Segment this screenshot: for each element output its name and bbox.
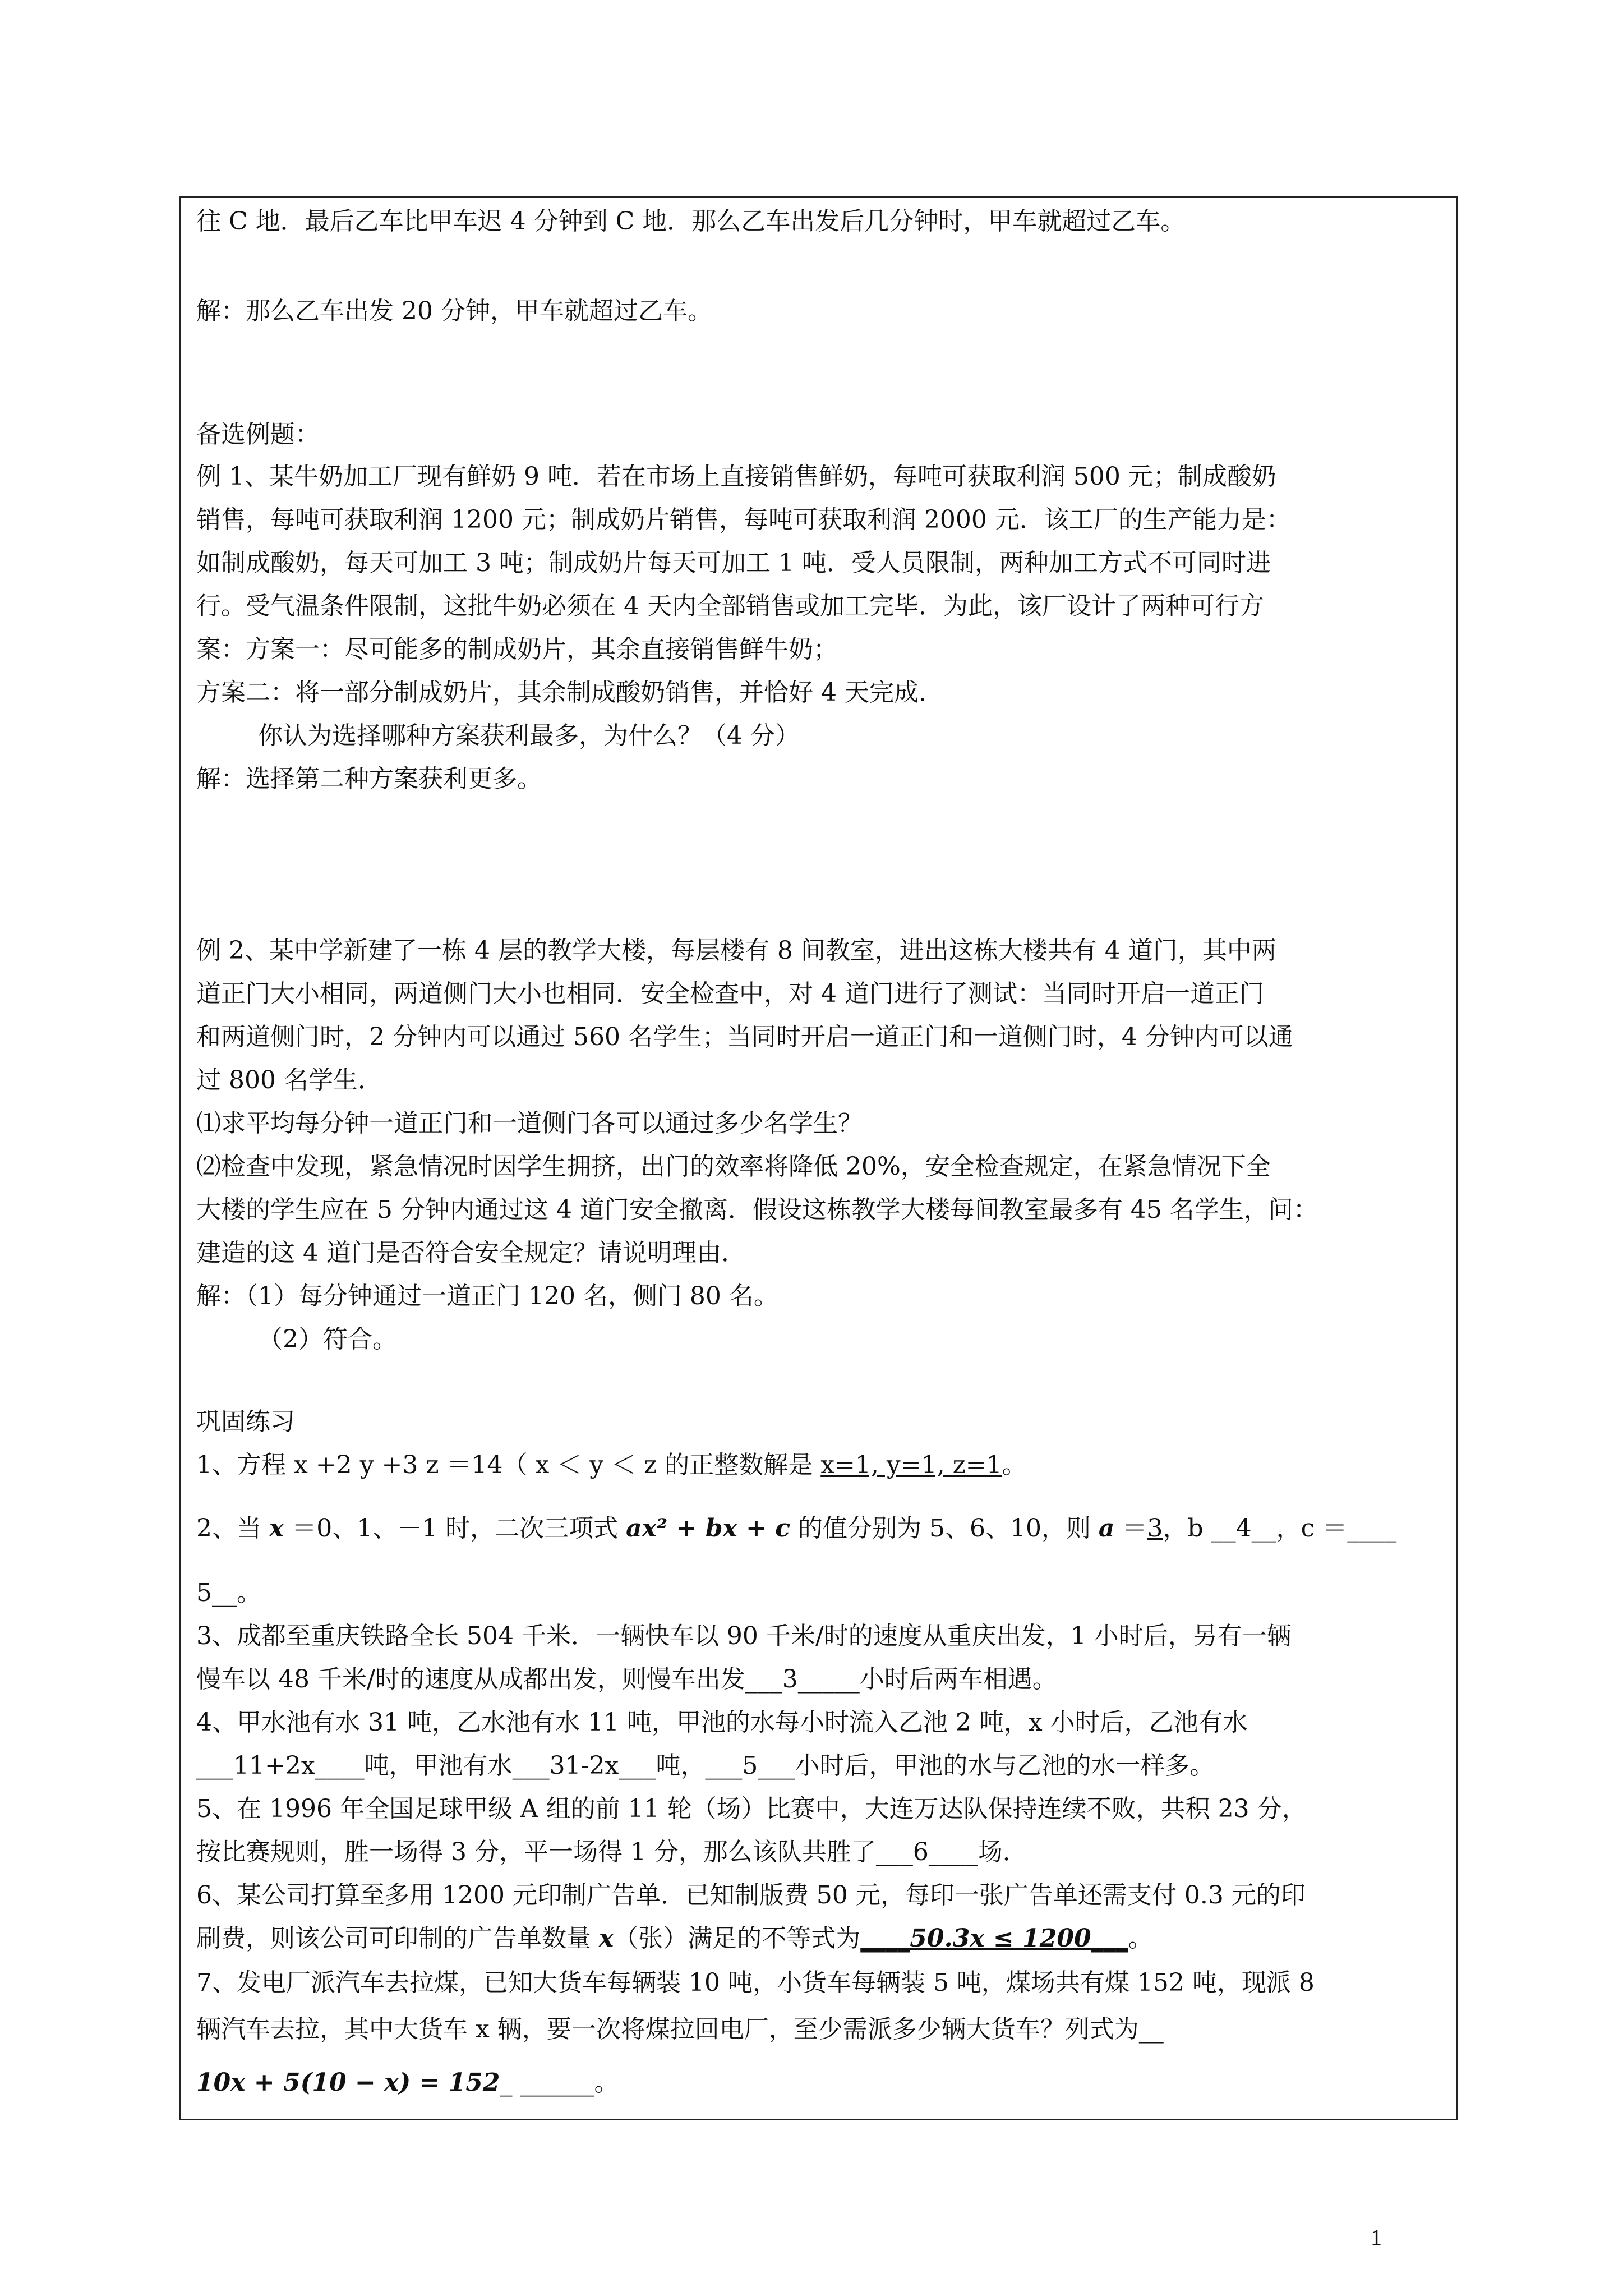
text-line: 道正门大小相同，两道侧门大小也相同．安全检查中，对 4 道门进行了测试：当同时开启一道正门 xyxy=(196,979,1264,1008)
text-line: 销售，每吨可获取利润 1200 元；制成奶片销售，每吨可获取利润 2000 元．该工厂的生产能力是： xyxy=(196,505,1291,534)
var-a: a xyxy=(1098,1514,1115,1543)
text-line: 3、成都至重庆铁路全长 504 千米．一辆快车以 90 千米/时的速度从重庆出发，1 小时后，另有一辆 xyxy=(196,1622,1292,1650)
q1-end: 。 xyxy=(1002,1451,1027,1479)
q2-text: 的值分别为 5、6、10，则 xyxy=(790,1514,1099,1543)
text-line: 方案二：将一部分制成奶片，其余制成酸奶销售，并恰好 4 天完成． xyxy=(196,678,943,707)
text-line: 大楼的学生应在 5 分钟内通过这 4 道门安全撤离．假设这栋教学大楼每间教室最多有 45 名学生，问： xyxy=(196,1195,1318,1224)
text-line: （2）符合。 xyxy=(258,1325,397,1354)
var-x: x xyxy=(269,1514,284,1543)
text-line: ⑴求平均每分钟一道正门和一道侧门各可以通过多少名学生？ xyxy=(196,1109,863,1138)
q6-answer: ____50.3x ≤ 1200___ xyxy=(860,1924,1128,1953)
text-line: 慢车以 48 千米/时的速度从成都出发，则慢车出发___3_____小时后两车相遇。 xyxy=(196,1665,1057,1694)
q2-text: ，b __4__，c ＝____ xyxy=(1163,1514,1397,1543)
text-line: 你认为选择哪种方案获利最多，为什么？（4 分） xyxy=(258,721,800,750)
text-line: 5__。 xyxy=(196,1579,261,1607)
text-line: 6、某公司打算至多用 1200 元印制广告单．已知制版费 50 元，每印一张广告单还需支付 0.3 元的印 xyxy=(196,1881,1306,1910)
text-line: 和两道侧门时，2 分钟内可以通过 560 名学生；当同时开启一道正门和一道侧门时，4 分钟内可以通 xyxy=(196,1023,1293,1051)
text-line: 4、甲水池有水 31 吨，乙水池有水 11 吨，甲池的水每小时流入乙池 2 吨，x 小时后，乙池有水 xyxy=(196,1708,1248,1737)
text-line: 行。受气温条件限制，这批牛奶必须在 4 天内全部销售或加工完毕．为此，该厂设计了两种可行方 xyxy=(196,592,1264,620)
text-line: 7、发电厂派汽车去拉煤，已知大货车每辆装 10 吨，小货车每辆装 5 吨，煤场共有煤 152 吨，现派 8 xyxy=(196,1968,1315,1997)
text-line: 如制成酸奶，每天可加工 3 吨；制成奶片每天可加工 1 吨．受人员限制，两种加工方式不可同时进 xyxy=(196,549,1271,577)
question-2 xyxy=(196,1512,1396,1545)
text-line: ⑵检查中发现，紧急情况时因学生拥挤，出门的效率将降低 20%，安全检查规定，在紧急情况下全 xyxy=(196,1152,1271,1181)
q2-text: ＝ xyxy=(1114,1514,1147,1543)
var-x: x xyxy=(599,1924,614,1953)
question-6-line xyxy=(196,1922,1153,1955)
question-7-answer xyxy=(196,2066,619,2100)
text-line: 解：（1）每分钟通过一道正门 120 名，侧门 80 名。 xyxy=(196,1282,778,1310)
section-heading: 备选例题： xyxy=(196,420,320,449)
q1-answer: x=1, y=1, z=1 xyxy=(820,1451,1002,1479)
q2-answer-a: 3 xyxy=(1147,1514,1163,1543)
q6-end: 。 xyxy=(1128,1924,1153,1953)
text-line: 建造的这 4 道门是否符合安全规定？请说明理由． xyxy=(196,1239,746,1267)
q1-text: 1、方程 x +2 y +3 z ＝14（ x ＜ y ＜ z 的正整数解是 xyxy=(196,1451,821,1479)
q2-text: 2、当 xyxy=(196,1514,269,1543)
text-line: 过 800 名学生． xyxy=(196,1066,382,1094)
text-line: 辆汽车去拉，其中大货车 x 辆，要一次将煤拉回电厂，至少需派多少辆大货车？列式为__ xyxy=(196,2015,1164,2044)
text-line: 5、在 1996 年全国足球甲级 A 组的前 11 轮（场）比赛中，大连万达队保持连续不败，共积 23 分， xyxy=(196,1795,1307,1823)
q6-text: 刷费，则该公司可印制的广告单数量 xyxy=(196,1924,599,1953)
section-heading: 巩固练习 xyxy=(196,1407,295,1436)
text-line: 解：那么乙车出发 20 分钟，甲车就超过乙车。 xyxy=(196,297,712,325)
text-line: 案：方案一：尽可能多的制成奶片，其余直接销售鲜牛奶； xyxy=(196,635,838,664)
q7-equation: 10x + 5(10 − x) = 152 xyxy=(196,2068,500,2097)
text-line: 往 C 地．最后乙车比甲车迟 4 分钟到 C 地．那么乙车出发后几分钟时，甲车就超过乙车。 xyxy=(196,207,1186,236)
q7-blank: _ ______。 xyxy=(500,2068,619,2097)
page-number: 1 xyxy=(1371,2225,1382,2250)
text-line: 例 2、某中学新建了一栋 4 层的教学大楼，每层楼有 8 间教室，进出这栋大楼共有 4 道门，其中两 xyxy=(196,936,1276,965)
q6-text: （张）满足的不等式为 xyxy=(614,1924,861,1953)
polynomial: ax² + bx + c xyxy=(626,1514,790,1543)
text-line: ___11+2x____吨，甲池有水___31-2x___吨，___5___小时后，甲池的水与乙池的水一样多。 xyxy=(196,1751,1215,1780)
text-line: 按比赛规则，胜一场得 3 分，平一场得 1 分，那么该队共胜了___6____场． xyxy=(196,1838,1027,1866)
question-1 xyxy=(196,1448,1027,1482)
text-line: 例 1、某牛奶加工厂现有鲜奶 9 吨．若在市场上直接销售鲜奶，每吨可获取利润 500 元；制成酸奶 xyxy=(196,462,1276,491)
q2-text: ＝0、1、－1 时，二次三项式 xyxy=(284,1514,626,1543)
text-line: 解：选择第二种方案获利更多。 xyxy=(196,765,542,793)
